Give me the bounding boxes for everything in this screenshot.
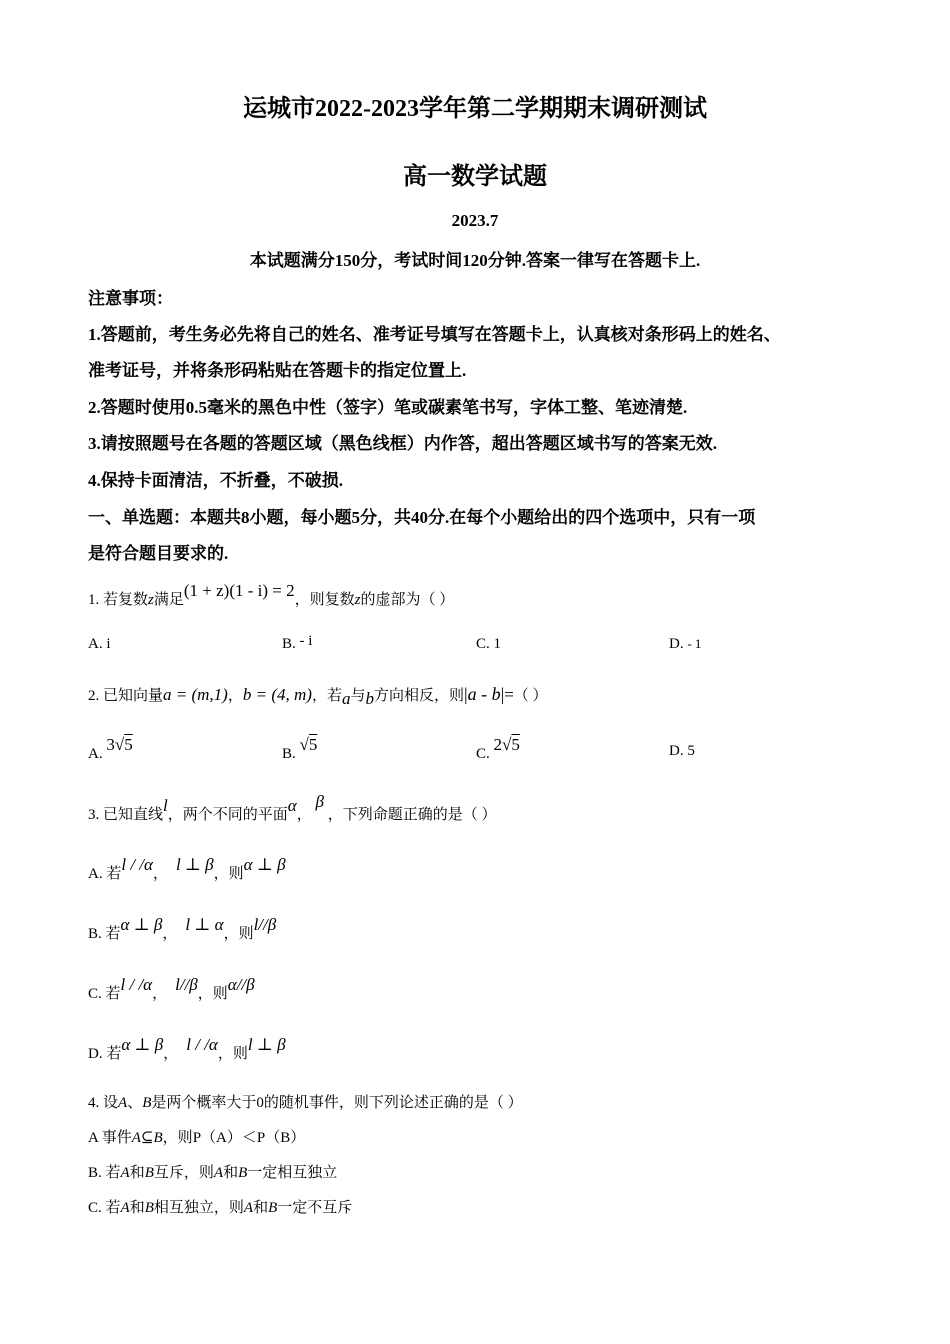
- notice-item-4: 4.保持卡面清洁，不折叠，不破损.: [88, 471, 343, 490]
- q1-option-a: A. i: [88, 636, 111, 652]
- q4-option-c: C. 若A和B相互独立，则A和B一定不互斥: [88, 1200, 353, 1216]
- q1-option-c: C. 1: [476, 636, 502, 652]
- q2-option-a: A. 3√5: [88, 735, 133, 762]
- q2-abs-expression: |a - b|: [463, 684, 505, 704]
- question-4: 4. 设A、B是两个概率大于0的随机事件，则下列论述正确的是（ ）: [88, 1095, 523, 1111]
- q4-option-a: A 事件A⊆B，则P（A）＜P（B）: [88, 1130, 306, 1146]
- q2-vector-a-def: a = (m,1): [163, 685, 228, 704]
- q2-option-c: C. 2√5: [476, 735, 520, 762]
- exam-date: 2023.7: [451, 211, 499, 230]
- q1-option-b: B. - i: [282, 633, 313, 652]
- q2-vector-b-def: b = (4, m): [242, 685, 312, 704]
- q4-option-b: B. 若A和B互斥，则A和B一定相互独立: [88, 1165, 338, 1181]
- q3-option-a: A. 若l / /α， l ⊥ β，则α ⊥ β: [88, 855, 286, 882]
- q3-option-b: B. 若α ⊥ β， l ⊥ α，则l//β: [88, 915, 277, 942]
- q1-equation: (1 + z)(1 - i) = 2: [183, 581, 295, 600]
- q2-option-b: B. √5: [282, 735, 318, 762]
- exam-title: 运城市2022-2023学年第二学期期末调研测试: [243, 96, 707, 122]
- q1-option-d: D. - 1: [669, 636, 702, 652]
- section-1-line-2: 是符合题目要求的.: [88, 544, 229, 563]
- question-1: 1. 若复数z满足(1 + z)(1 - i) = 2，则复数z的虚部为（ ）: [88, 581, 455, 608]
- notice-item-1-line-2: 准考证号，并将条形码粘贴在答题卡的指定位置上.: [88, 361, 467, 380]
- notice-item-3: 3.请按照题号在各题的答题区域（黑色线框）内作答，超出答题区域书写的答案无效.: [88, 434, 717, 453]
- exam-subtitle: 高一数学试题: [403, 164, 547, 190]
- q3-option-d: D. 若α ⊥ β， l / /α，则l ⊥ β: [88, 1035, 286, 1062]
- question-3: 3. 已知直线l，两个不同的平面α， β ，下列命题正确的是（ ）: [88, 792, 497, 823]
- q3-option-c: C. 若l / /α， l//β，则α//β: [88, 975, 255, 1002]
- exam-info: 本试题满分150分，考试时间120分钟.答案一律写在答题卡上.: [249, 251, 701, 270]
- question-2: 2. 已知向量a = (m,1)，b = (4, m)，若a与b方向相反，则|a - b|=（ ）: [88, 684, 548, 708]
- notice-item-1-line-1: 1.答题前，考生务必先将自己的姓名、准考证号填写在答题卡上，认真核对条形码上的姓名、: [88, 325, 781, 344]
- notice-heading: 注意事项：: [88, 289, 173, 308]
- notice-item-2: 2.答题时使用0.5毫米的黑色中性（签字）笔或碳素笔书写，字体工整、笔迹清楚.: [88, 398, 688, 417]
- section-1-line-1: 一、单选题：本题共8小题，每小题5分，共40分.在每个小题给出的四个选项中，只有一项: [88, 508, 756, 527]
- q2-option-d: D. 5: [669, 743, 695, 759]
